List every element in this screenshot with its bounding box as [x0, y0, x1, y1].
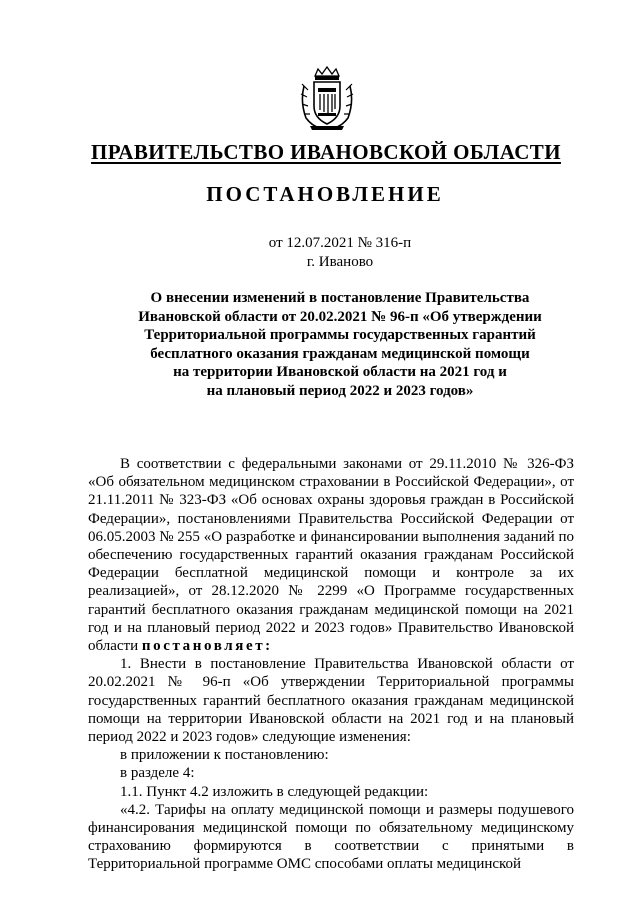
- subject-line: О внесении изменений в постановление Правительства: [150, 290, 530, 306]
- coat-of-arms-icon: [298, 66, 356, 132]
- document-subject: [100, 289, 580, 400]
- subject-line: Территориальной программы государственных гарантий: [144, 327, 536, 343]
- section-paragraph: в разделе 4:: [120, 765, 195, 782]
- decree-word: постановляет:: [141, 638, 273, 655]
- preamble-paragraph: [88, 455, 574, 655]
- document-city: г. Иваново: [306, 254, 374, 270]
- document-meta: [0, 234, 640, 272]
- subject-line: Ивановской области от 20.02.2021 № 96-п «Об утверждении: [138, 308, 542, 325]
- item-1-1-paragraph: 1.1. Пункт 4.2 изложить в следующей редакции:: [120, 783, 429, 800]
- subject-line: бесплатного оказания гражданам медицинской помощи: [150, 345, 530, 362]
- appendix-paragraph: в приложении к постановлению:: [120, 747, 329, 764]
- preamble-text: В соответствии с федеральными законами от 29.11.2010 № 326-ФЗ «Об обязательном медицинском страховании в Российской Федерации», от 21.11.2011 № 323-ФЗ «Об основах охраны здоровья граждан в Российской Федерации», постановлениями Правительства Российской Федерации от 06.05.2003 № 255 «О разработке и финансировании выполнения заданий по обеспечению государственных гарантий оказания гражданам Российской Федерации бесплатной медицинской помощи и контроле за их реализацией», от 28.12.2020 № 2299 «О Программе государственных гарантий бесплатного оказания гражданам медицинской помощи на 2021 год и на плановый период 2022 и 2023 годов» Правительство Ивановской области: [88, 456, 574, 655]
- item-1-paragraph: 1. Внести в постановление Правительства Ивановской области от 20.02.2021 № 96-п «Об утверждении Территориальной программы государственных гарантий бесплатного оказания гражданам медицинской помощи на территории Ивановской области на 2021 год и на плановый период 2022 и 2023 годов» следующие изменения:: [88, 656, 574, 746]
- item-4-2-paragraph: «4.2. Тарифы на оплату медицинской помощи и размеры подушевого финансирования медицинской помощи по обязательному медицинскому страхованию формируются в соответствии с принятыми в Территориальной программе ОМС способами оплаты медицинской: [88, 801, 574, 873]
- document-body: [88, 455, 574, 874]
- document-type: ПОСТАНОВЛЕНИЕ: [206, 182, 444, 206]
- subject-line: на территории Ивановской области на 2021 год и: [173, 364, 507, 380]
- organization-title: ПРАВИТЕЛЬСТВО ИВАНОВСКОЙ ОБЛАСТИ: [91, 140, 561, 164]
- subject-line: на плановый период 2022 и 2023 годов»: [206, 382, 474, 399]
- document-date-number: от 12.07.2021 № 316-п: [268, 235, 412, 251]
